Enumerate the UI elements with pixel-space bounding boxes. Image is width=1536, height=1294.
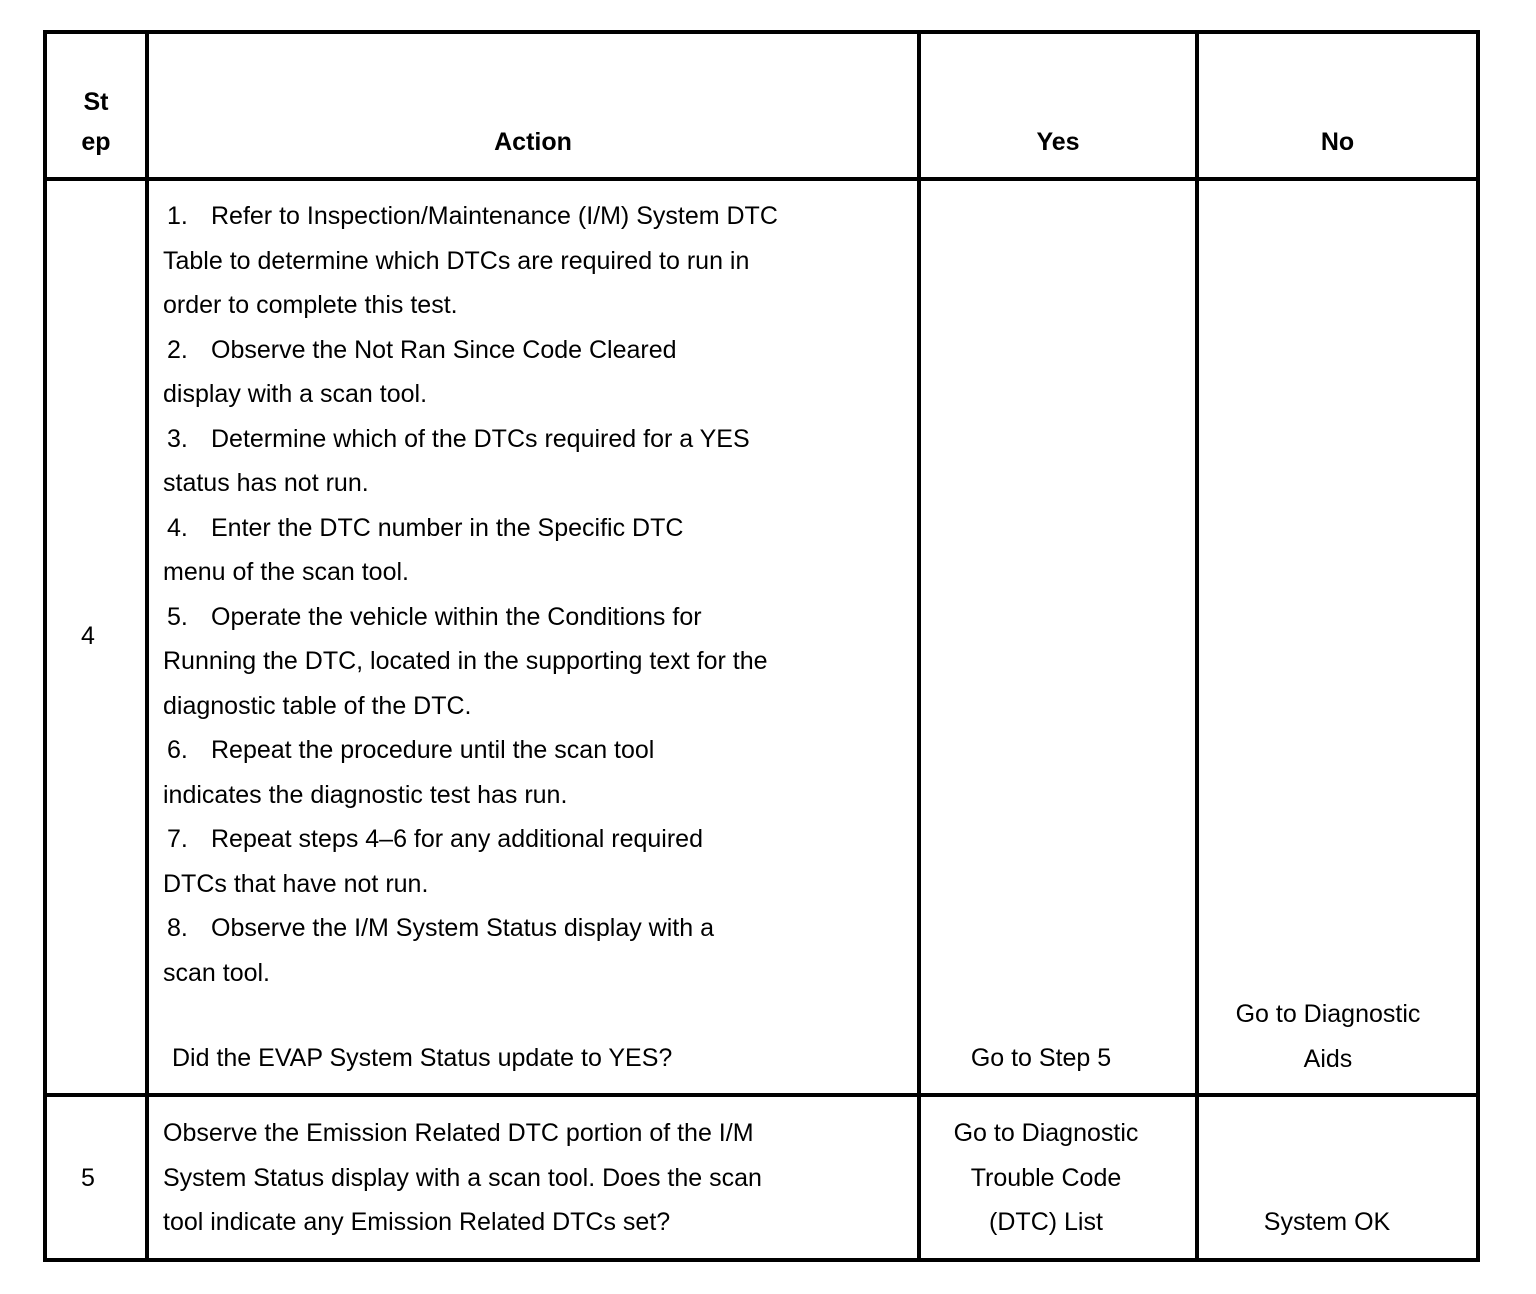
row-divider [43, 1093, 1480, 1097]
action-item: 8. Observe the I/M System Status display with a [167, 914, 714, 942]
action-item: 1. Refer to Inspection/Maintenance (I/M) System DTC [167, 202, 778, 230]
action-text: Observe the Emission Related DTC portion of the I/M System Status display with a scan tool. Does the scan tool indicate any Emission Related DTCs set? [163, 1119, 762, 1236]
action-item: 3. Determine which of the DTCs required for a YES [167, 424, 750, 453]
header-step: St ep [81, 88, 111, 156]
action-item: 6. Repeat the procedure until the scan tool [167, 736, 655, 764]
table-border-bottom [43, 1258, 1480, 1262]
header-no: No [1320, 128, 1355, 156]
table-border-top [43, 30, 1480, 34]
step-number: 4 [81, 622, 95, 650]
action-steps: 1. Refer to Inspection/Maintenance (I/M) System DTC Table to determine which DTCs are required to run in order to complete this test. 2. Observe the Not Ran Since Code Cleared display with a scan tool. 3. Determine which of the DTCs required for a YES status has not run. 4. Enter the DTC number in the Specific DTC menu of the scan tool. 5. Operate the vehicle within the Conditions for Running the DTC, located in the supporting text for the diagnostic table of the DTC. 6. Repeat the procedure until the scan tool indicates the diagnostic test has run. 7. Repeat steps 4–6 for any additional required DTCs that have not run. 8. Observe the I/M System Status display with a scan tool. [163, 194, 778, 995]
no-result: System OK [1263, 1208, 1391, 1236]
step-number: 5 [81, 1164, 95, 1192]
action-item: 2. Observe the Not Ran Since Code Cleared [167, 335, 677, 364]
table-border-right [1476, 30, 1480, 1262]
action-item: 5. Operate the vehicle within the Conditions for [167, 602, 702, 631]
no-result: Go to Diagnostic Aids [1235, 1000, 1421, 1073]
column-divider-step [145, 30, 149, 1262]
step-question: Did the EVAP System Status update to YES? [172, 1044, 673, 1072]
header-divider [43, 177, 1480, 181]
yes-result: Go to Step 5 [970, 1044, 1112, 1072]
yes-result: Go to Diagnostic Trouble Code (DTC) List [953, 1119, 1139, 1236]
action-item: 7. Repeat steps 4–6 for any additional required [167, 825, 703, 853]
header-yes: Yes [1036, 128, 1080, 156]
header-action: Action [494, 128, 572, 156]
action-item: 4. Enter the DTC number in the Specific DTC [167, 513, 684, 542]
